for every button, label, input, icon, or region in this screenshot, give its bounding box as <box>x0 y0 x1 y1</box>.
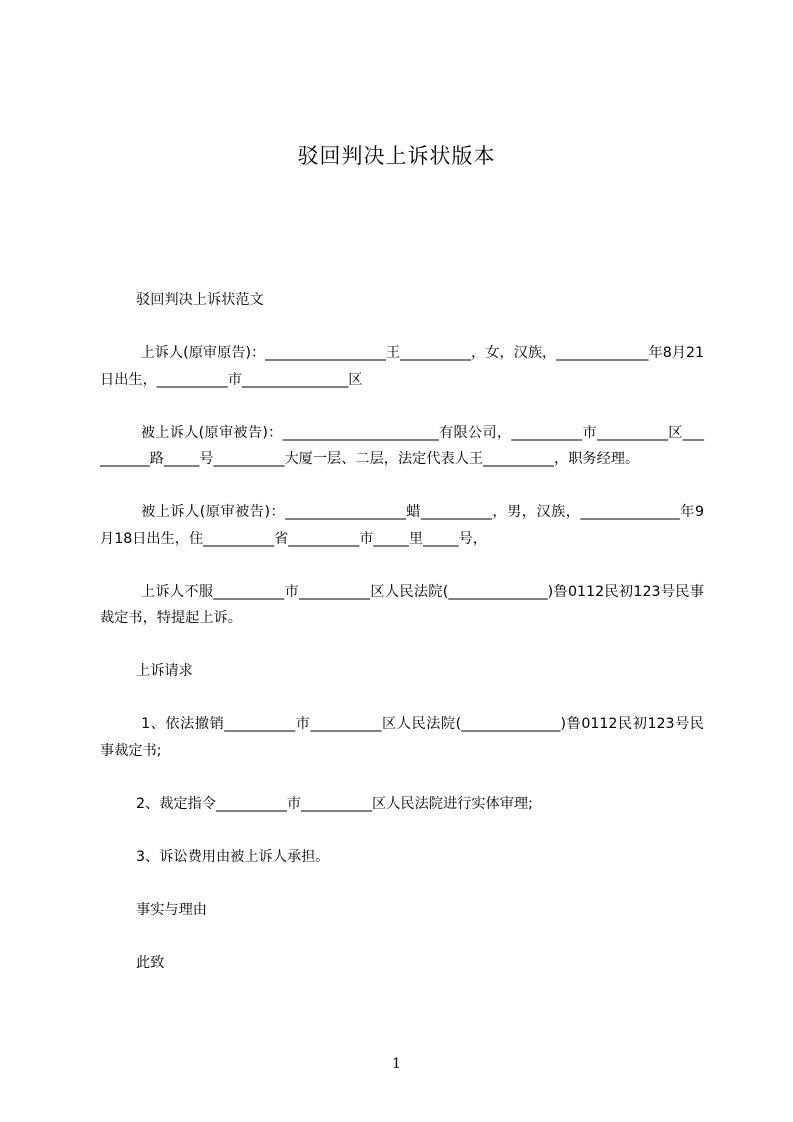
paragraph-gap <box>100 393 704 420</box>
section-heading-facts-reasons: 事实与理由 <box>136 901 207 918</box>
section-heading-appeal-requests: 上诉请求 <box>136 663 193 679</box>
document-title: 驳回判决上诉状版本 <box>297 144 496 168</box>
paragraph-gap <box>100 923 704 950</box>
document-body <box>100 287 704 976</box>
paragraph-gap <box>100 314 704 341</box>
paragraph-gap <box>100 817 704 844</box>
paragraph-gap <box>100 632 704 659</box>
paragraph-gap <box>100 870 704 897</box>
paragraph-appellant: 上诉人(原审原告)：_________________王__________，女，汉族，_____________年8月21日出生，__________市_______________区 <box>100 345 704 388</box>
paragraph-gap <box>100 685 704 712</box>
paragraph-appellee-person: 被上诉人(原审被告)：_________________蜡__________，男，汉族，______________年9月18日出生，住__________省__________市_____里_____号， <box>100 504 704 547</box>
paragraph-gap <box>100 552 704 579</box>
page-number: 1 <box>392 1056 401 1072</box>
closing-salutation: 此致 <box>136 954 165 971</box>
paragraph-appeal-statement: 上诉人不服__________市__________区人民法院(______________)鲁0112民初123号民事裁定书，特提起上诉。 <box>100 583 704 626</box>
request-item-3: 3、诉讼费用由被上诉人承担。 <box>136 848 330 865</box>
paragraph-appellee-company: 被上诉人(原审被告)：______________________有限公司，__________市__________区__________路_____号__________大厦一层、二层，法定代表人王__________，职务经理。 <box>100 424 704 467</box>
paragraph-gap <box>100 764 704 791</box>
paragraph-gap <box>100 473 704 500</box>
request-item-1: 1、依法撤销__________市__________区人民法院(______________)鲁0112民初123号民事裁定书; <box>100 716 704 759</box>
request-item-2: 2、裁定指令__________市__________区人民法院进行实体审理; <box>136 795 533 812</box>
paragraph-heading-sample: 驳回判决上诉状范文 <box>136 292 264 308</box>
